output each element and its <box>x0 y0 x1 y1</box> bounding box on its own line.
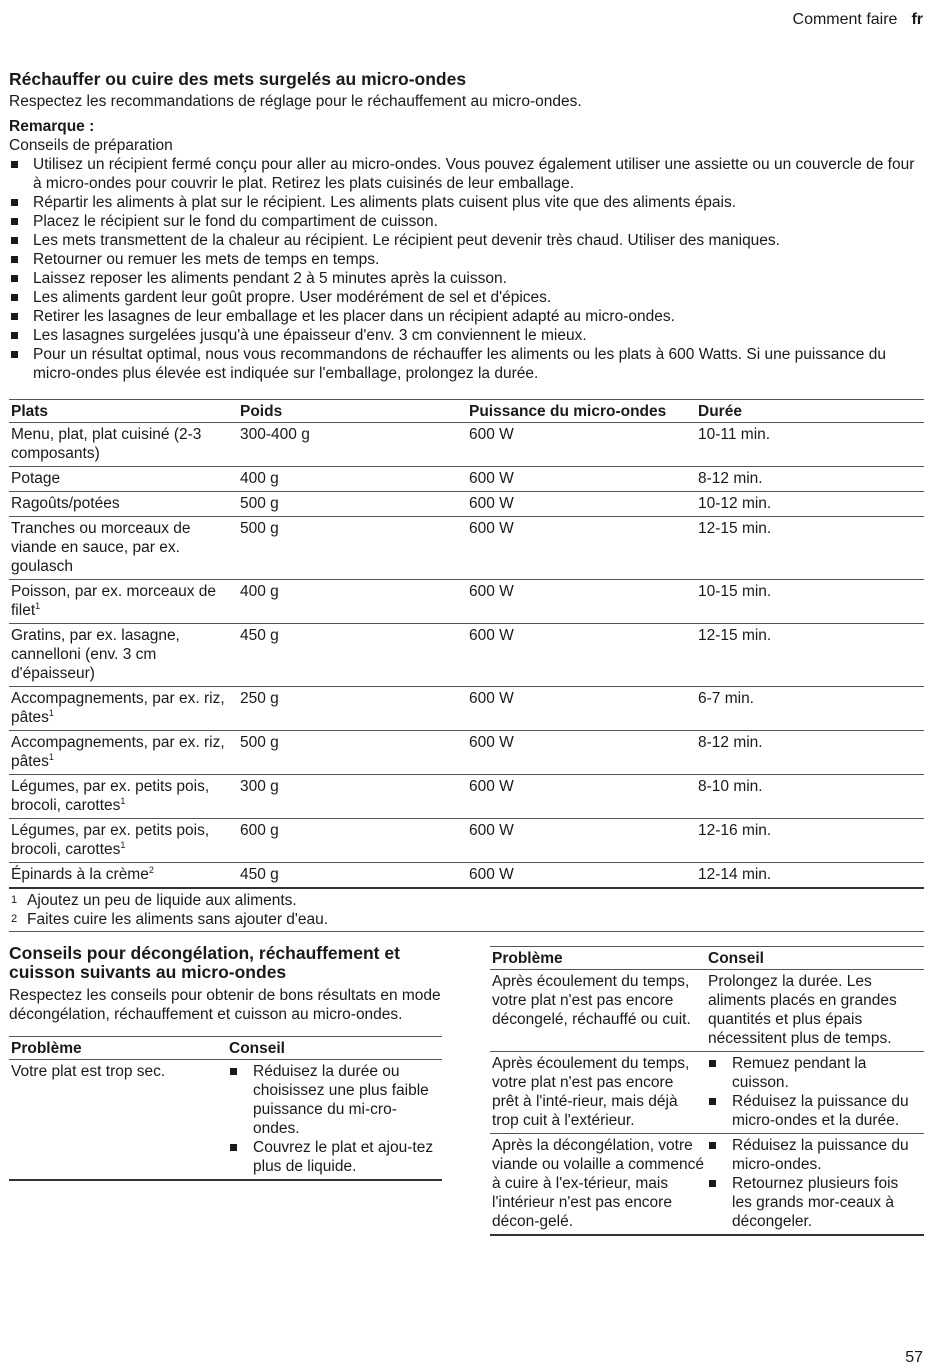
tips-table-right-container <box>490 946 924 1236</box>
col-header-conseil: Conseil <box>227 1037 442 1060</box>
cell-plat <box>9 863 238 889</box>
section-name: Comment faire <box>792 11 898 28</box>
plat-name: Potage <box>11 470 61 487</box>
footnote <box>11 891 922 910</box>
footnote-ref: 1 <box>48 752 54 762</box>
cell-poids: 500 g <box>238 492 467 517</box>
table-row <box>9 731 924 775</box>
cell-poids: 250 g <box>238 687 467 731</box>
cell-duree: 12-15 min. <box>696 517 924 580</box>
cell-plat <box>9 467 238 492</box>
reheat-table-container <box>9 399 924 932</box>
conseil-text: Prolongez la durée. Les aliments placés en grandes quantités et plus épais nécessitent plus de temps. <box>708 973 897 1047</box>
plat-name: Tranches ou morceaux de viande en sauce, par ex. goulasch <box>11 520 191 575</box>
cell-poids: 500 g <box>238 731 467 775</box>
plat-name: Poisson, par ex. morceaux de filet <box>11 583 217 619</box>
cell-puissance: 600 W <box>467 517 696 580</box>
plat-name: Gratins, par ex. lasagne, cannelloni (env. 3 cm d'épaisseur) <box>11 627 180 682</box>
cell-plat <box>9 775 238 819</box>
section-intro: Respectez les recommandations de réglage pour le réchauffement au micro-ondes. <box>9 93 582 110</box>
cell-conseil <box>706 970 924 1052</box>
cell-probleme: Après la décongélation, votre viande ou volaille a commencé à cuire à l'ex-térieur, mais l'intérieur n'est pas encore décon-gelé. <box>490 1134 706 1236</box>
table-footnotes <box>9 889 924 932</box>
plat-name: Menu, plat, plat cuisiné (2-3 composants) <box>11 426 202 462</box>
note-subtitle: Conseils de préparation <box>9 137 173 154</box>
list-item: Retournez plusieurs fois les grands mor-ceaux à décongeler. <box>708 1174 922 1231</box>
cell-plat <box>9 624 238 687</box>
col-header-plats: Plats <box>9 400 238 423</box>
cell-probleme: Après écoulement du temps, votre plat n'est pas encore prêt à l'inté-rieur, mais déjà trop cuit à l'extérieur. <box>490 1052 706 1134</box>
cell-puissance: 600 W <box>467 731 696 775</box>
table-row <box>9 467 924 492</box>
table-row <box>490 970 924 1052</box>
list-item: Retirer les lasagnes de leur emballage et les placer dans un récipient adapté au micro-ondes. <box>9 307 924 326</box>
cell-conseil <box>227 1060 442 1181</box>
footnote-number: 2 <box>11 913 18 925</box>
section-reheat-frozen <box>9 69 924 383</box>
list-item: Réduisez la puissance du micro-ondes. <box>708 1136 922 1174</box>
reheat-table <box>9 399 924 889</box>
table-header-row <box>9 1037 442 1060</box>
list-item: Utilisez un récipient fermé conçu pour aller au micro-ondes. Vous pouvez également utiliser une assiette ou un couvercle de four à micro-ondes pour couvrir le plat. Retirez les plats cuisinés de leur emballage. <box>9 155 924 193</box>
table-row <box>9 580 924 624</box>
page-number: 57 <box>905 1349 923 1366</box>
footnote-ref: 1 <box>120 840 126 850</box>
cell-puissance: 600 W <box>467 423 696 467</box>
plat-name: Accompagnements, par ex. riz, pâtes <box>11 734 225 770</box>
col-header-puissance: Puissance du micro-ondes <box>467 400 696 423</box>
footnote-ref: 1 <box>48 708 54 718</box>
tips-list <box>9 155 924 383</box>
cell-puissance: 600 W <box>467 775 696 819</box>
cell-poids: 450 g <box>238 624 467 687</box>
col-header-conseil: Conseil <box>706 947 924 970</box>
cell-plat <box>9 492 238 517</box>
table-row <box>9 492 924 517</box>
reheat-table-body <box>9 423 924 889</box>
tips-table-left <box>9 1036 442 1181</box>
cell-probleme: Après écoulement du temps, votre plat n'est pas encore décongelé, réchauffé ou cuit. <box>490 970 706 1052</box>
note-label: Remarque : <box>9 118 95 135</box>
section-tips <box>9 944 442 1181</box>
cell-duree: 12-14 min. <box>696 863 924 889</box>
table-row <box>9 1060 442 1181</box>
tips-table-right <box>490 946 924 1236</box>
section-intro: Respectez les conseils pour obtenir de bons résultats en mode décongélation, réchauffement et cuisson au micro-ondes. <box>9 987 441 1023</box>
footnote-ref: 2 <box>148 865 154 875</box>
list-item: Les lasagnes surgelées jusqu'à une épaisseur d'env. 3 cm conviennent le mieux. <box>9 326 924 345</box>
cell-puissance: 600 W <box>467 819 696 863</box>
table-row <box>9 863 924 889</box>
cell-puissance: 600 W <box>467 467 696 492</box>
table-row <box>9 517 924 580</box>
cell-poids: 400 g <box>238 580 467 624</box>
col-header-probleme: Problème <box>490 947 706 970</box>
cell-probleme: Votre plat est trop sec. <box>9 1060 227 1181</box>
list-item: Retourner ou remuer les mets de temps en temps. <box>9 250 924 269</box>
cell-poids: 450 g <box>238 863 467 889</box>
cell-puissance: 600 W <box>467 624 696 687</box>
conseil-list <box>229 1062 440 1176</box>
plat-name: Accompagnements, par ex. riz, pâtes <box>11 690 225 726</box>
footnote-ref: 1 <box>35 601 41 611</box>
cell-plat <box>9 423 238 467</box>
page-header <box>793 10 923 29</box>
cell-duree: 12-15 min. <box>696 624 924 687</box>
plat-name: Ragoûts/potées <box>11 495 120 512</box>
cell-duree: 10-12 min. <box>696 492 924 517</box>
col-header-poids: Poids <box>238 400 467 423</box>
cell-duree: 8-12 min. <box>696 467 924 492</box>
list-item: Placez le récipient sur le fond du compartiment de cuisson. <box>9 212 924 231</box>
table-row <box>9 687 924 731</box>
footnote <box>11 910 922 929</box>
table-header-row <box>9 400 924 423</box>
footnote-ref: 1 <box>120 796 126 806</box>
list-item: Pour un résultat optimal, nous vous recommandons de réchauffer les aliments ou les plats à 600 Watts. Si une puissance du micro-ondes plus élevée est indiquée sur l'emballage, prolongez la durée. <box>9 345 924 383</box>
list-item: Remuez pendant la cuisson. <box>708 1054 922 1092</box>
list-item: Laissez reposer les aliments pendant 2 à 5 minutes après la cuisson. <box>9 269 924 288</box>
plat-name: Épinards à la crème <box>11 866 149 883</box>
cell-puissance: 600 W <box>467 492 696 517</box>
footnote-text: Ajoutez un peu de liquide aux aliments. <box>27 892 297 909</box>
cell-poids: 400 g <box>238 467 467 492</box>
cell-duree: 8-12 min. <box>696 731 924 775</box>
cell-duree: 10-15 min. <box>696 580 924 624</box>
table-row <box>9 775 924 819</box>
list-item: Réduisez la durée ou choisissez une plus faible puissance du mi-cro-ondes. <box>229 1062 440 1138</box>
col-header-probleme: Problème <box>9 1037 227 1060</box>
footnote-number: 1 <box>11 894 18 906</box>
col-header-duree: Durée <box>696 400 924 423</box>
cell-duree: 6-7 min. <box>696 687 924 731</box>
cell-duree: 12-16 min. <box>696 819 924 863</box>
plat-name: Légumes, par ex. petits pois, brocoli, carottes <box>11 778 210 814</box>
cell-conseil <box>706 1052 924 1134</box>
list-item: Réduisez la puissance du micro-ondes et la durée. <box>708 1092 922 1130</box>
cell-poids: 500 g <box>238 517 467 580</box>
conseil-list <box>708 1136 922 1231</box>
cell-poids: 600 g <box>238 819 467 863</box>
list-item: Les mets transmettent de la chaleur au récipient. Le récipient peut devenir très chaud. Utiliser des maniques. <box>9 231 924 250</box>
list-item: Les aliments gardent leur goût propre. User modérément de sel et d'épices. <box>9 288 924 307</box>
cell-puissance: 600 W <box>467 863 696 889</box>
cell-plat <box>9 731 238 775</box>
cell-poids: 300-400 g <box>238 423 467 467</box>
cell-puissance: 600 W <box>467 580 696 624</box>
cell-puissance: 600 W <box>467 687 696 731</box>
footnote-text: Faites cuire les aliments sans ajouter d'eau. <box>27 911 329 928</box>
language-code: fr <box>911 11 923 28</box>
cell-conseil <box>706 1134 924 1236</box>
conseil-list <box>708 1054 922 1130</box>
cell-plat <box>9 819 238 863</box>
cell-duree: 10-11 min. <box>696 423 924 467</box>
section-title: Conseils pour décongélation, réchauffement et cuisson suivants au micro-ondes <box>9 943 400 982</box>
list-item: Couvrez le plat et ajou-tez plus de liquide. <box>229 1138 440 1176</box>
cell-plat <box>9 517 238 580</box>
table-row <box>9 819 924 863</box>
table-header-row <box>490 947 924 970</box>
cell-plat <box>9 687 238 731</box>
cell-poids: 300 g <box>238 775 467 819</box>
table-row <box>490 1134 924 1236</box>
table-row <box>9 624 924 687</box>
section-title: Réchauffer ou cuire des mets surgelés au micro-ondes <box>9 69 467 89</box>
cell-plat <box>9 580 238 624</box>
list-item: Répartir les aliments à plat sur le récipient. Les aliments plats cuisent plus vite que des aliments épais. <box>9 193 924 212</box>
table-row <box>9 423 924 467</box>
table-row <box>490 1052 924 1134</box>
cell-duree: 8-10 min. <box>696 775 924 819</box>
plat-name: Légumes, par ex. petits pois, brocoli, carottes <box>11 822 210 858</box>
